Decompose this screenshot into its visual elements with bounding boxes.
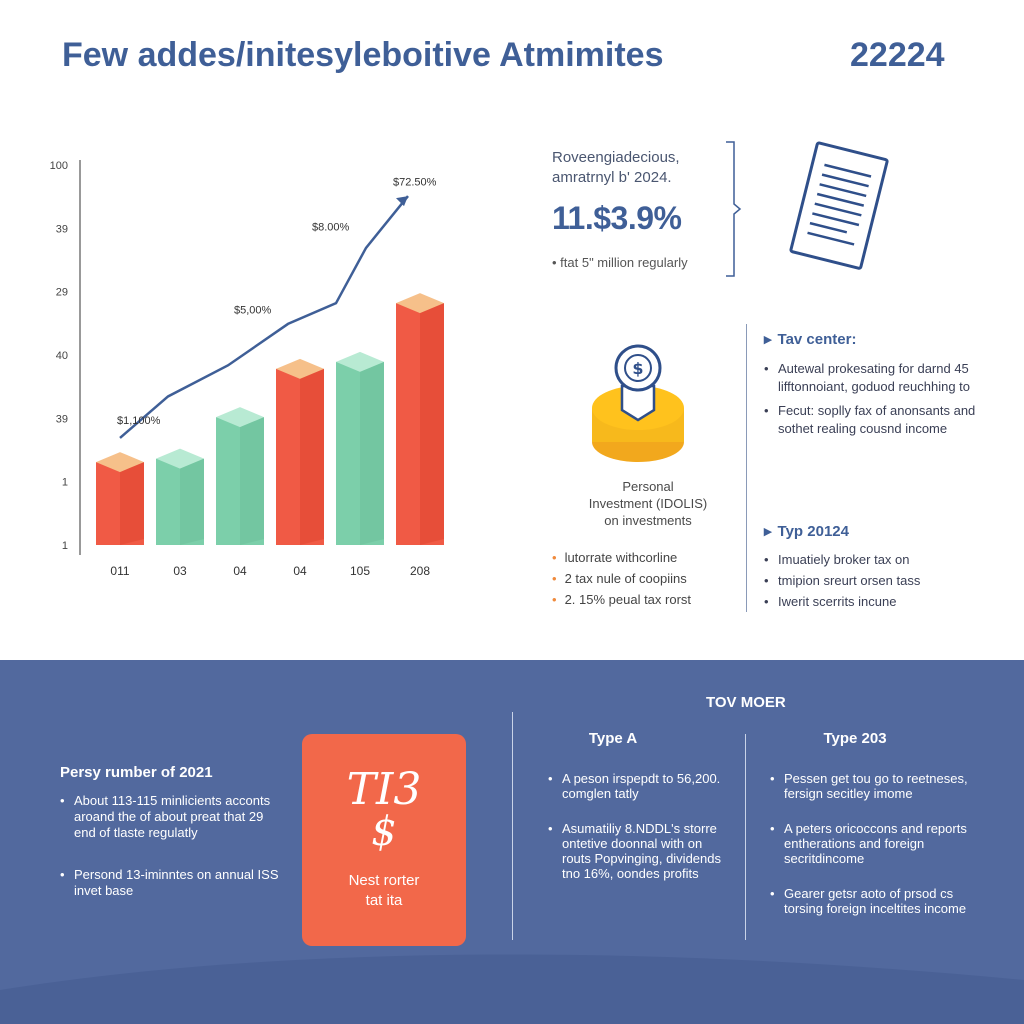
tax-center-heading: ▸ Tav center: [764, 331, 857, 348]
list-item: • Fecut: soplly fax of anonsants and sothet realing cousnd income [764, 402, 1004, 438]
highlight-card [302, 734, 466, 946]
bar-side [180, 459, 204, 545]
type-a-column [548, 730, 728, 901]
bar-side [120, 462, 144, 545]
bar-side [360, 362, 384, 545]
wave-decoration [0, 940, 1024, 1024]
page-title: Few addes/initesyleboitive Atmimites [62, 36, 664, 74]
persy-heading: Persy rumber of 2021 [60, 764, 213, 781]
y-tick-label: 39 [55, 223, 68, 236]
x-tick-label: 03 [173, 564, 187, 578]
list-item: • Asumatiliy 8.NDDL's storre ontetive doonnal with on routs Popvinging, dividends tno 16%, oondes profits [548, 821, 728, 881]
list-item: • Imuatiely broker tax on [764, 552, 1004, 567]
y-tick-label: 29 [55, 286, 68, 299]
card-big-text: TI3 [346, 764, 422, 815]
type-b-column [770, 730, 970, 936]
header [0, 0, 1024, 110]
investment-label [548, 478, 748, 529]
investment-label-2: Investment (IDOLIS) [588, 496, 708, 511]
card-label-2: tat ita [365, 892, 403, 909]
list-item: • About 113-115 minlicients acconts aroand the of about preat that 29 end of tlaste regulatly [60, 793, 280, 841]
data-label: $1,100% [117, 415, 161, 428]
svg-text:$: $ [632, 359, 644, 378]
y-tick-label: 39 [55, 413, 68, 426]
bar-side [420, 303, 444, 545]
divider [746, 324, 747, 612]
list-item: • tmipion sreurt orsen tass [764, 573, 1004, 588]
revenue-subtitle-1: Roveengiadecious, [552, 149, 680, 166]
persy-section [60, 764, 280, 925]
revenue-card [552, 148, 732, 270]
investment-coin-icon [590, 338, 700, 468]
x-tick-label: 208 [409, 564, 431, 578]
data-label: $5,00% [234, 304, 272, 317]
y-tick-label: 1 [61, 476, 68, 489]
investment-label-3: on investments [604, 513, 692, 528]
typ-heading: ▸ Typ 20124 [764, 523, 849, 540]
x-tick-label: 04 [233, 564, 247, 578]
revenue-note: • ftat 5" million regularly [552, 255, 688, 270]
document-icon [780, 140, 900, 280]
typ-section [764, 522, 1004, 615]
type-a-heading: Type A [588, 730, 638, 747]
card-label-1: Nest rorter [348, 872, 420, 889]
list-item: • Gearer getsr aoto of prsod cs torsing foreign inceltites income [770, 886, 970, 916]
list-item: • lutorrate withcorline [552, 550, 678, 565]
x-tick-label: 04 [293, 564, 307, 578]
bar-line-chart [30, 140, 470, 600]
divider [745, 734, 746, 940]
y-tick-label: 40 [55, 350, 68, 362]
data-label: $8.00% [312, 221, 350, 234]
list-item: • Autewal prokesating for darnd 45 lifftonnoiant, goduod reuchhing to [764, 360, 1004, 396]
list-item: • Pessen get tou go to reetneses, fersign secitley imome [770, 771, 970, 801]
revenue-subtitle-2: amratrnyl b' 2024. [552, 169, 672, 186]
y-tick-label: 100 [49, 160, 68, 172]
bar-side [300, 369, 324, 545]
x-tick-label: 011 [110, 564, 130, 578]
bracket-icon [724, 140, 746, 278]
list-item: • Persond 13-iminntes on annual ISS invet base [60, 867, 280, 899]
type-b-heading: Type 203 [823, 730, 887, 747]
dollar-icon: $ [371, 809, 397, 855]
list-item: • 2. 15% peual tax rorst [552, 592, 692, 607]
x-tick-label: 105 [349, 564, 371, 578]
list-item: • Iwerit scerrits incune [764, 594, 1004, 609]
list-item: • A peson irspepdt to 56,200. comglen tatly [548, 771, 728, 801]
y-tick-label: 1 [61, 540, 68, 552]
investment-list [552, 550, 742, 613]
data-label: $72.50% [393, 176, 437, 189]
year-label: 22224 [850, 36, 945, 74]
list-item: • A peters oricoccons and reports entherations and foreign secritdincome [770, 821, 970, 866]
bar-side [240, 417, 264, 545]
investment-label-1: Personal [622, 479, 674, 494]
revenue-value: 11.$3.9% [552, 200, 682, 236]
tov-heading: TOV MOER [706, 694, 786, 711]
tax-center-section [764, 330, 1004, 444]
list-item: • 2 tax nule of coopiins [552, 571, 687, 586]
